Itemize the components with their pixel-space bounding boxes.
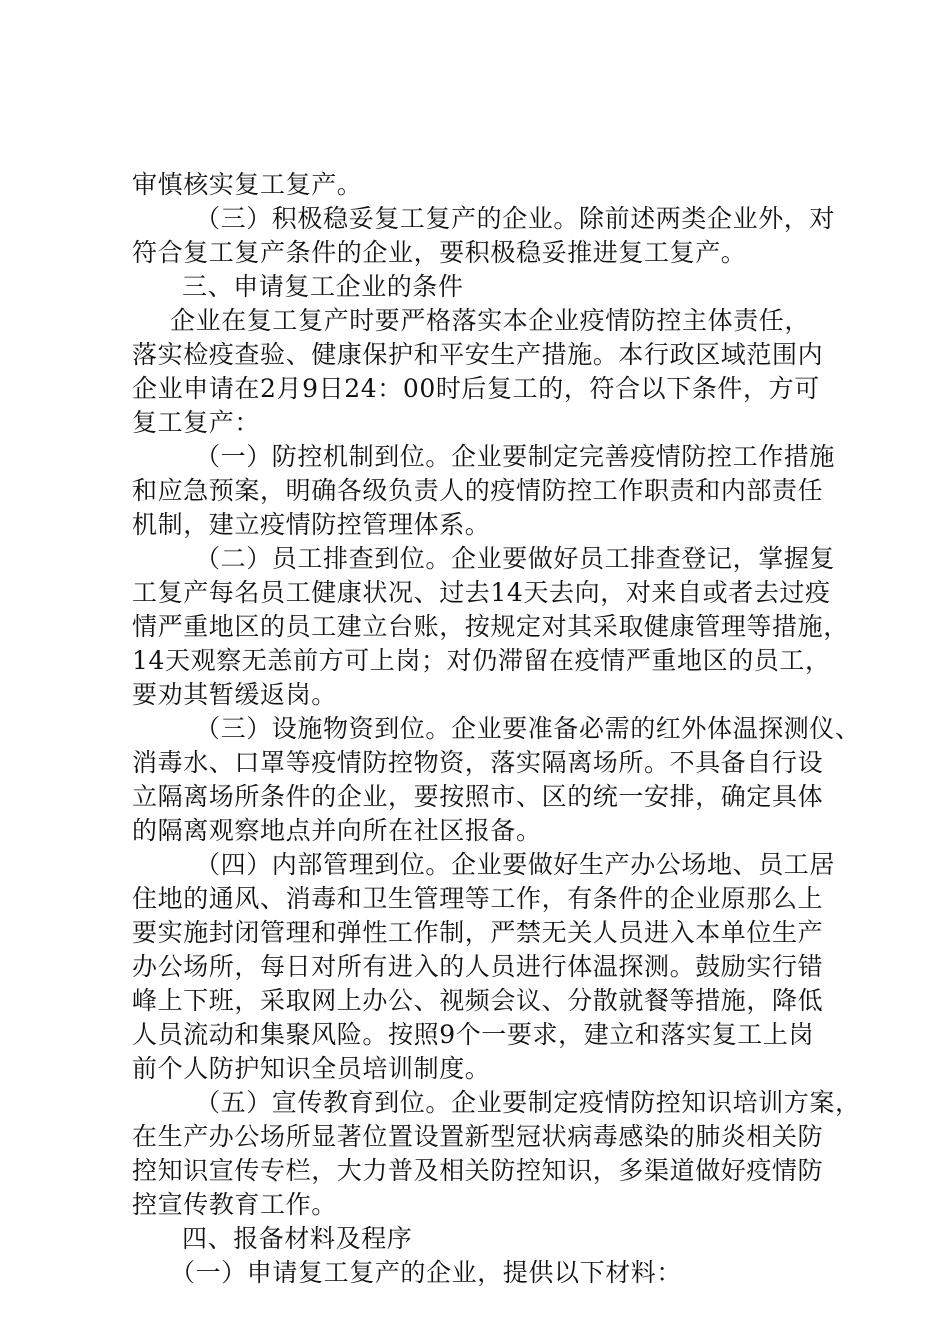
text-line: 和应急预案，明确各级负责人的疫情防控工作职责和内部责任 xyxy=(132,476,824,505)
document-body xyxy=(132,168,861,1290)
text-line: 14天观察无恙前方可上岗；对仍滞留在疫情严重地区的员工， xyxy=(132,646,831,675)
text-line: （二）员工排查到位。企业要做好员工排查登记，掌握复 xyxy=(195,544,836,573)
text-line: 立隔离场所条件的企业，要按照市、区的统一安排，确定具体 xyxy=(132,782,824,811)
text-line: 复工复产： xyxy=(132,408,261,437)
text-line: 企业在复工复产时要严格落实本企业疫情防控主体责任， xyxy=(170,306,811,335)
text-line: 办公场所，每日对所有进入的人员进行体温探测。鼓励实行错 xyxy=(132,952,824,981)
text-line: 要劝其暂缓返岗。 xyxy=(132,680,337,709)
text-line: 符合复工复产条件的企业，要积极稳妥推进复工复产。 xyxy=(132,238,747,267)
text-line: 人员流动和集聚风险。按照9个一要求，建立和落实复工上岗 xyxy=(132,1020,815,1049)
text-line: （三）设施物资到位。企业要准备必需的红外体温探测仪、 xyxy=(195,714,861,743)
text-line: （四）内部管理到位。企业要做好生产办公场地、员工居 xyxy=(195,850,836,879)
text-line: （三）积极稳妥复工复产的企业。除前述两类企业外，对 xyxy=(195,204,836,233)
text-line: 工复产每名员工健康状况、过去14天去向，对来自或者去过疫 xyxy=(132,578,831,607)
section-heading: 四、报备材料及程序 xyxy=(182,1224,413,1253)
text-line: 审慎核实复工复产。 xyxy=(132,170,363,199)
text-line: 控知识宣传专栏，大力普及相关防控知识，多渠道做好疫情防 xyxy=(132,1156,824,1185)
text-line: 峰上下班，采取网上办公、视频会议、分散就餐等措施，降低 xyxy=(132,986,824,1015)
text-line: 情严重地区的员工建立台账，按规定对其采取健康管理等措施， xyxy=(132,612,849,641)
text-line: 控宣传教育工作。 xyxy=(132,1190,337,1219)
text-line: 落实检疫查验、健康保护和平安生产措施。本行政区域范围内 xyxy=(132,340,824,369)
text-line: 在生产办公场所显著位置设置新型冠状病毒感染的肺炎相关防 xyxy=(132,1122,824,1151)
text-line: 前个人防护知识全员培训制度。 xyxy=(132,1054,491,1083)
text-line: （五）宣传教育到位。企业要制定疫情防控知识培训方案， xyxy=(195,1088,861,1117)
text-line: 企业申请在2月9日24：00时后复工的，符合以下条件，方可 xyxy=(132,374,820,403)
text-line: 消毒水、口罩等疫情防控物资，落实隔离场所。不具备自行设 xyxy=(132,748,824,777)
text-line: 要实施封闭管理和弹性工作制，严禁无关人员进入本单位生产 xyxy=(132,918,824,947)
section-heading: 三、申请复工企业的条件 xyxy=(182,272,464,301)
text-line: 机制，建立疫情防控管理体系。 xyxy=(132,510,491,539)
text-line: （一）申请复工复产的企业，提供以下材料： xyxy=(170,1258,683,1287)
text-line: 的隔离观察地点并向所在社区报备。 xyxy=(132,816,542,845)
text-line: 住地的通风、消毒和卫生管理等工作，有条件的企业原那么上 xyxy=(132,884,824,913)
text-line: （一）防控机制到位。企业要制定完善疫情防控工作措施 xyxy=(195,442,836,471)
